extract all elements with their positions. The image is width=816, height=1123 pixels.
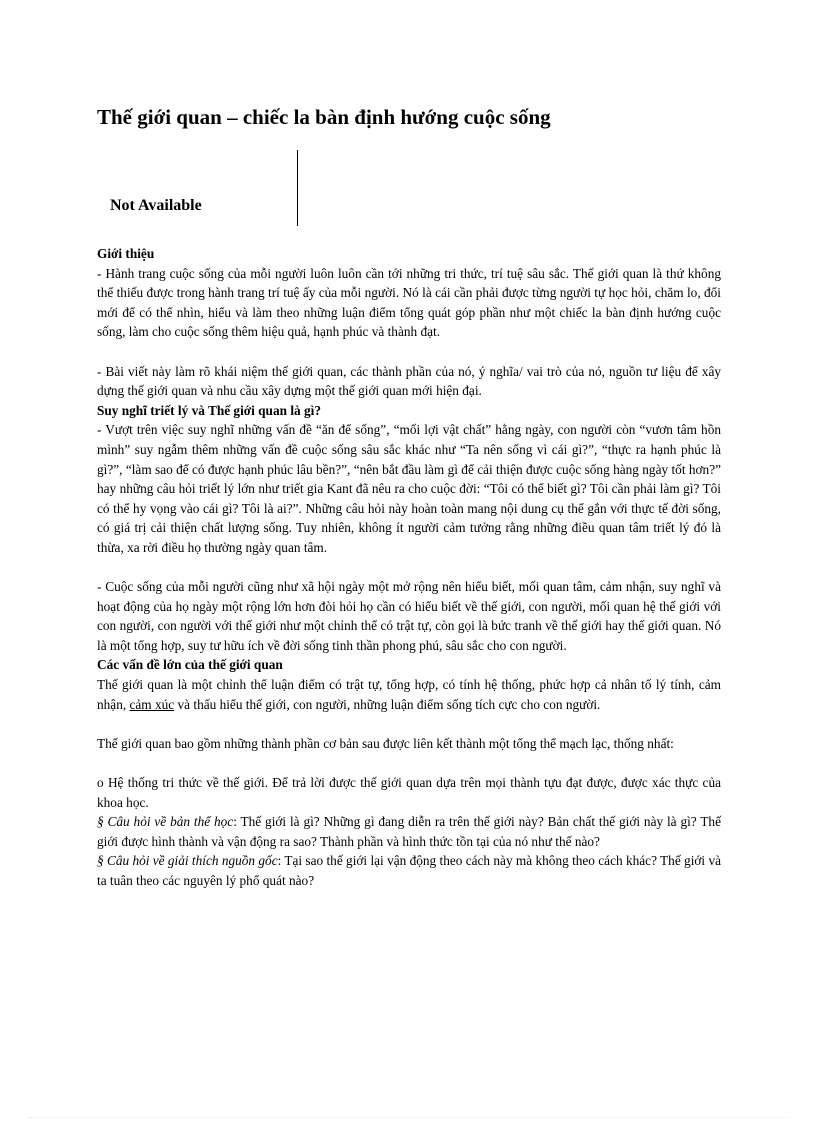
item-label: § Câu hỏi về giải thích nguồn gốc — [97, 853, 278, 869]
list-item — [97, 851, 721, 890]
section-heading-issues: Các vấn đề lớn của thế giới quan — [97, 657, 283, 673]
spacer — [97, 753, 721, 773]
text-run: : Tại sao thế giới lại vận động theo cách này mà không theo cách khác? Thế giới và ta tuân theo các nguyên lý phổ quát nào? — [97, 853, 721, 888]
section-heading-philosophy: Suy nghĩ triết lý và Thế giới quan là gì? — [97, 402, 321, 418]
spacer — [97, 558, 721, 578]
author-name: Not Available — [110, 197, 202, 214]
document-title: Thế giới quan – chiếc la bàn định hướng cuộc sống — [97, 105, 551, 129]
text-run: Thế giới quan là một chỉnh thể luận điểm có trật tự, tổng hợp, có tính hệ thống, phức hợp cả nhân tố lý tính, cảm nhận, — [97, 677, 721, 712]
paragraph: Thế giới quan bao gồm những thành phần cơ bản sau được liên kết thành một tổng thể mạch lạc, thống nhất: — [97, 735, 674, 751]
section-heading-intro: Giới thiệu — [97, 246, 155, 261]
vertical-divider — [297, 150, 298, 226]
spacer — [97, 342, 721, 362]
cam-xuc-link[interactable]: cảm xúc — [129, 696, 175, 712]
text-run: và thấu hiểu thế giới, con người, những luận điểm sống tích cực cho con người. — [174, 696, 601, 712]
paragraph: - Cuộc sống của mỗi người cũng như xã hội ngày một mở rộng nên hiểu biết, mối quan tâm, cảm nhận, suy nghĩ và hoạt động của họ ngày một rộng lớn hơn đòi hỏi họ cần có hiểu biết về thế giới, con người, mối quan hệ thế giới với con người, con người với thế giới như một chỉnh thể có trật tự, còn gọi là bức tranh về thế giới hay thế giới quan. Nó là một tổng hợp, suy tư hữu ích về đời sống tinh thần phong phú, sâu sắc cho con người. — [97, 579, 721, 653]
paragraph: - Hành trang cuộc sống của mỗi người luôn luôn cần tới những tri thức, trí tuệ sâu sắc. Thế giới quan là thứ không thể thiếu được trong hành trang trí tuệ ấy của mỗi người. Nó là cái cần phải được từng người tự học hỏi, chăm lo, đổi mới để có thể nhìn, hiểu và làm theo những luận điểm tổng quát góp phần như một chiếc la bàn định hướng cuộc sống, làm cho cuộc sống thêm hiệu quả, hạnh phúc và thành đạt. — [97, 265, 721, 340]
spacer — [97, 714, 721, 734]
paragraph: - Vượt trên việc suy nghĩ những vấn đề “ăn để sống”, “mối lợi vật chất” hằng ngày, con người còn “vươn tâm hồn mình” suy ngẫm thêm những vấn đề cuộc sống sâu sắc khác như “Ta nên sống vì cái gì?”, “thực ra hạnh phúc là gì?”, “làm sao để có được hạnh phúc lâu bền?”, “nên bắt đầu làm gì để cải thiện được cuộc sống hàng ngày tốt hơn?” hay những câu hỏi triết lý lớn như triết gia Kant đã nêu ra cho cuộc đời: “Tôi có thể biết gì? Tôi cần phải làm gì? Tôi có thể hy vọng vào cái gì? Tôi là ai?”. Những câu hỏi này hoàn toàn mang nội dung cụ thể gắn với thực tế đời sống, có giá trị cải thiện chất lượng sống. Tuy nhiên, không ít người cảm tưởng rằng những điều quan tâm triết lý đó là thừa, xa rời điều họ thường ngày quan tâm. — [97, 422, 721, 555]
list-item — [97, 812, 721, 851]
text-run: : Thế giới là gì? Những gì đang diễn ra trên thế giới này? Bản chất thế giới này là gì? Thế giới được hình thành và vận động ra sao? Thành phần và hình thức tồn tại của nó như thế nào? — [97, 814, 721, 849]
paragraph — [97, 675, 721, 714]
page-bottom-border — [28, 1117, 788, 1119]
item-label: § Câu hỏi về bản thể học — [97, 814, 234, 830]
list-item: o Hệ thống tri thức về thế giới. Để trả lời được thế giới quan dựa trên mọi thành tựu đạt được, được xác thực của khoa học. — [97, 775, 721, 810]
paragraph: - Bài viết này làm rõ khái niệm thế giới quan, các thành phần của nó, ý nghĩa/ vai trò của nó, nguồn tư liệu để xây dựng thế giới quan và nhu cầu xây dựng một thế giới quan mới hiện đại. — [97, 363, 721, 399]
document-body — [97, 244, 721, 891]
